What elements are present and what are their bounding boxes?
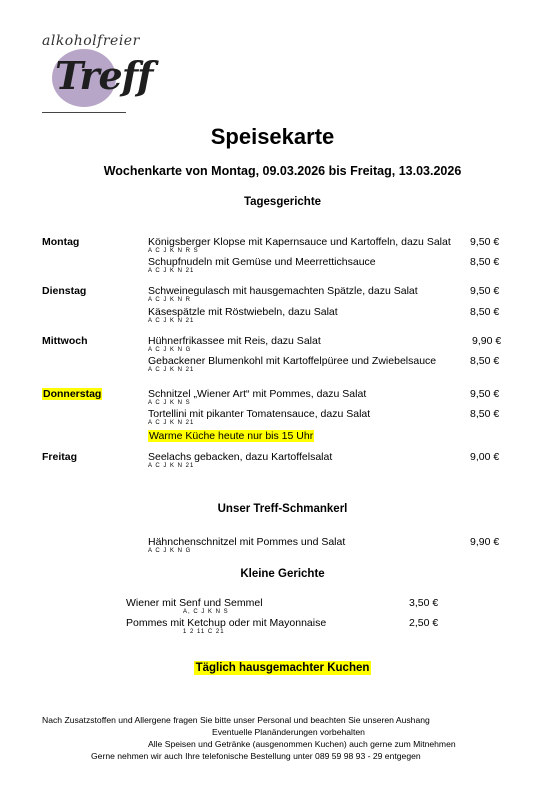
dish-name: Schnitzel „Wiener Art“ mit Pommes, dazu Salat — [148, 388, 367, 400]
dish-name: Seelachs gebacken, dazu Kartoffelsalat — [148, 451, 333, 463]
dish-price: 8,50 € — [470, 355, 500, 367]
dish-name: Käsespätzle mit Röstwiebeln, dazu Salat — [148, 306, 338, 318]
day-label-donnerstag: Donnerstag — [43, 388, 102, 400]
dish-price: 8,50 € — [470, 306, 500, 318]
small-dish-name: Pommes mit Ketchup oder mit Mayonnaise — [126, 617, 327, 629]
dish-allergens: A C J K N 21 — [148, 420, 195, 426]
homemade-cake-banner — [0, 662, 545, 674]
footer-changes-note: Eventuelle Planänderungen vorbehalten — [212, 727, 365, 737]
dish-name: Gebackener Blumenkohl mit Kartoffelpüree und Zwiebelsauce — [148, 355, 437, 367]
dish-price: 8,50 € — [470, 256, 500, 268]
dish-price: 9,50 € — [470, 388, 500, 400]
week-subtitle: Wochenkarte von Montag, 09.03.2026 bis Freitag, 13.03.2026 — [103, 164, 462, 178]
footer-takeaway-note: Alle Speisen und Getränke (ausgenommen Kuchen) auch gerne zum Mitnehmen — [148, 739, 456, 749]
dish-allergens: A C J K N S — [148, 400, 191, 406]
schmankerl-price: 9,90 € — [470, 536, 500, 548]
schmankerl-allergens: A C J K N G — [148, 548, 192, 554]
small-dish-price: 3,50 € — [409, 597, 439, 609]
dish-allergens: A C J K N 21 — [148, 463, 195, 469]
small-dish-price: 2,50 € — [409, 617, 439, 629]
footer-phone-order-note: Gerne nehmen wir auch Ihre telefonische Bestellung unter 089 59 98 93 - 29 entgegen — [91, 751, 421, 761]
dish-price: 9,50 € — [470, 285, 500, 297]
dish-allergens: A C J K N R S — [148, 248, 199, 254]
section-small-heading: Kleine Gerichte — [240, 568, 325, 580]
homemade-cake-text: Täglich hausgemachter Kuchen — [195, 662, 370, 674]
day-label-montag: Montag — [42, 236, 80, 248]
footer-allergen-note: Nach Zusatzstoffen und Allergene fragen Sie bitte unser Personal und beachten Sie unseren Aushang — [42, 715, 430, 725]
dish-allergens: A C J K N R — [148, 297, 192, 303]
dish-price: 8,50 € — [470, 408, 500, 420]
schmankerl-dish-name: Hähnchenschnitzel mit Pommes und Salat — [148, 536, 346, 548]
dish-price: 9,50 € — [470, 236, 500, 248]
dish-allergens: A C J K N 21 — [148, 318, 195, 324]
dish-allergens: A C J K N 21 — [148, 268, 195, 274]
dish-price: 9,90 € — [472, 335, 502, 347]
dish-name: Königsberger Klopse mit Kapernsauce und Kartoffeln, dazu Salat — [148, 236, 451, 248]
section-schmankerl-heading: Unser Treff-Schmankerl — [217, 503, 348, 515]
dish-name: Hühnerfrikassee mit Reis, dazu Salat — [148, 335, 321, 347]
dish-name: Schweinegulasch mit hausgemachten Spätzle, dazu Salat — [148, 285, 418, 297]
small-dish-allergens: A, C J K N S — [183, 609, 229, 615]
dish-name: Schupfnudeln mit Gemüse und Meerrettichsauce — [148, 256, 376, 268]
dish-name: Tortellini mit pikanter Tomatensauce, dazu Salat — [148, 408, 371, 420]
small-dish-allergens: 1 2 11 C 21 — [183, 629, 225, 635]
logo-top-text: alkoholfreier — [42, 33, 140, 49]
section-daily-heading: Tagesgerichte — [243, 196, 322, 208]
day-label-mittwoch: Mittwoch — [42, 335, 88, 347]
dish-allergens: A C J K N 21 — [148, 367, 195, 373]
day-label-freitag: Freitag — [42, 451, 78, 463]
logo-underline — [42, 112, 126, 113]
logo-wordmark: Treff — [55, 53, 153, 98]
dish-allergens: A C J K N G — [148, 347, 192, 353]
kitchen-hours-notice: Warme Küche heute nur bis 15 Uhr — [149, 430, 314, 442]
page-title: Speisekarte — [210, 124, 335, 149]
day-label-dienstag: Dienstag — [42, 285, 87, 297]
dish-price: 9,00 € — [470, 451, 500, 463]
small-dish-name: Wiener mit Senf und Semmel — [126, 597, 263, 609]
